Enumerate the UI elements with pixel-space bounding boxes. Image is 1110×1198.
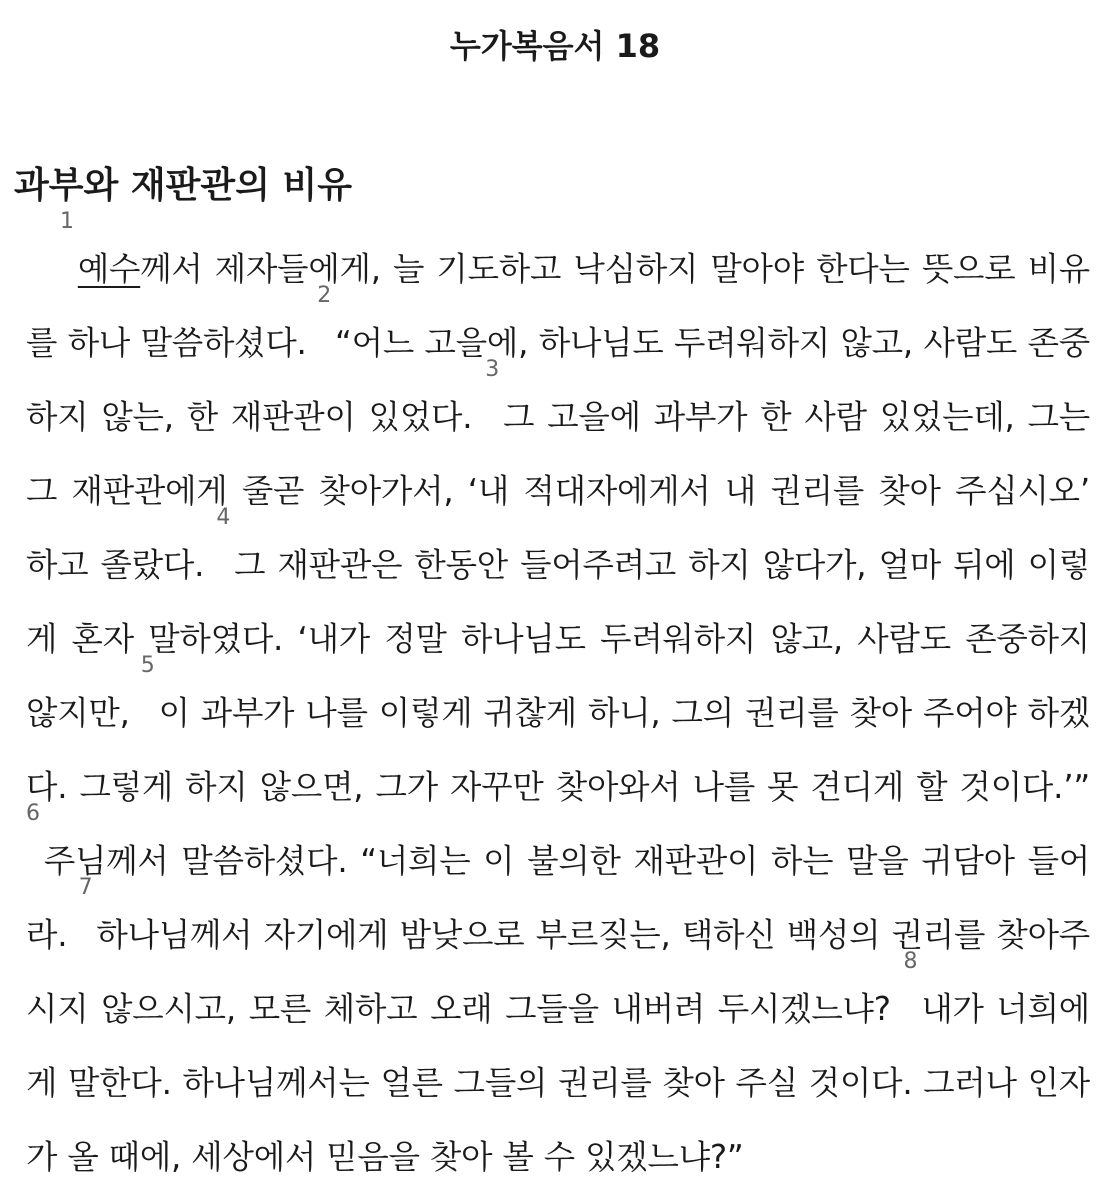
person-link[interactable]: 예수 — [77, 250, 141, 288]
verse-text: 이 과부가 나를 이렇게 귀찮게 하니, 그의 권리를 찾아 주어야 하겠다. 그렇게 하지 않으면, 그가 자꾸만 찾아와서 나를 못 견디게 할 것이다.’” — [26, 694, 1090, 806]
verse-number: 3 — [485, 357, 500, 382]
verse-number: 8 — [903, 949, 918, 974]
verse-number: 7 — [78, 875, 93, 900]
verse-number: 6 — [26, 801, 40, 826]
verse-text: 그 재판관은 한동안 들어주려고 하지 않다가, 얼마 뒤에 이렇게 혼자 말하였다. ‘내가 정말 하나님도 두려워하지 않고, 사람도 존중하지 않지만, — [26, 546, 1090, 732]
verse-text: 그 고을에 과부가 한 사람 있었는데, 그는 그 재판관에게 줄곧 찾아가서, ‘내 적대자에게서 내 권리를 찾아 주십시오’ 하고 졸랐다. — [26, 398, 1090, 584]
verse-text: 하나님께서 자기에게 밤낮으로 부르짖는, 택하신 백성의 권리를 찾아주시지 않으시고, 모른 체하고 오래 그들을 내버려 두시겠느냐? — [26, 916, 1090, 1028]
verse-number: 5 — [140, 653, 155, 678]
verse-text: 께서 제자들에게, 늘 기도하고 낙심하지 말아야 한다는 뜻으로 비유를 하나 말씀하셨다. — [26, 250, 1090, 362]
verse-number: 4 — [216, 505, 231, 530]
verse-text: “어느 고을에, 하나님도 두려워하지 않고, 사람도 존중하지 않는, 한 재판관이 있었다. — [26, 324, 1091, 436]
section-heading: 과부와 재판관의 비유 — [14, 165, 353, 206]
verse-number: 2 — [317, 283, 332, 308]
chapter-title: 누가복음서 18 — [449, 27, 661, 65]
verse-number: 1 — [60, 209, 74, 234]
verse-text: 주님께서 말씀하셨다. “너희는 이 불의한 재판관이 하는 말을 귀담아 들어라. — [26, 842, 1090, 954]
passage-text — [26, 209, 1091, 1194]
verse-text: 내가 너희에게 말한다. 하나님께서는 얼른 그들의 권리를 찾아 주실 것이다. 그러나 인자가 올 때에, 세상에서 믿음을 찾아 볼 수 있겠느냐?” — [26, 990, 1091, 1176]
